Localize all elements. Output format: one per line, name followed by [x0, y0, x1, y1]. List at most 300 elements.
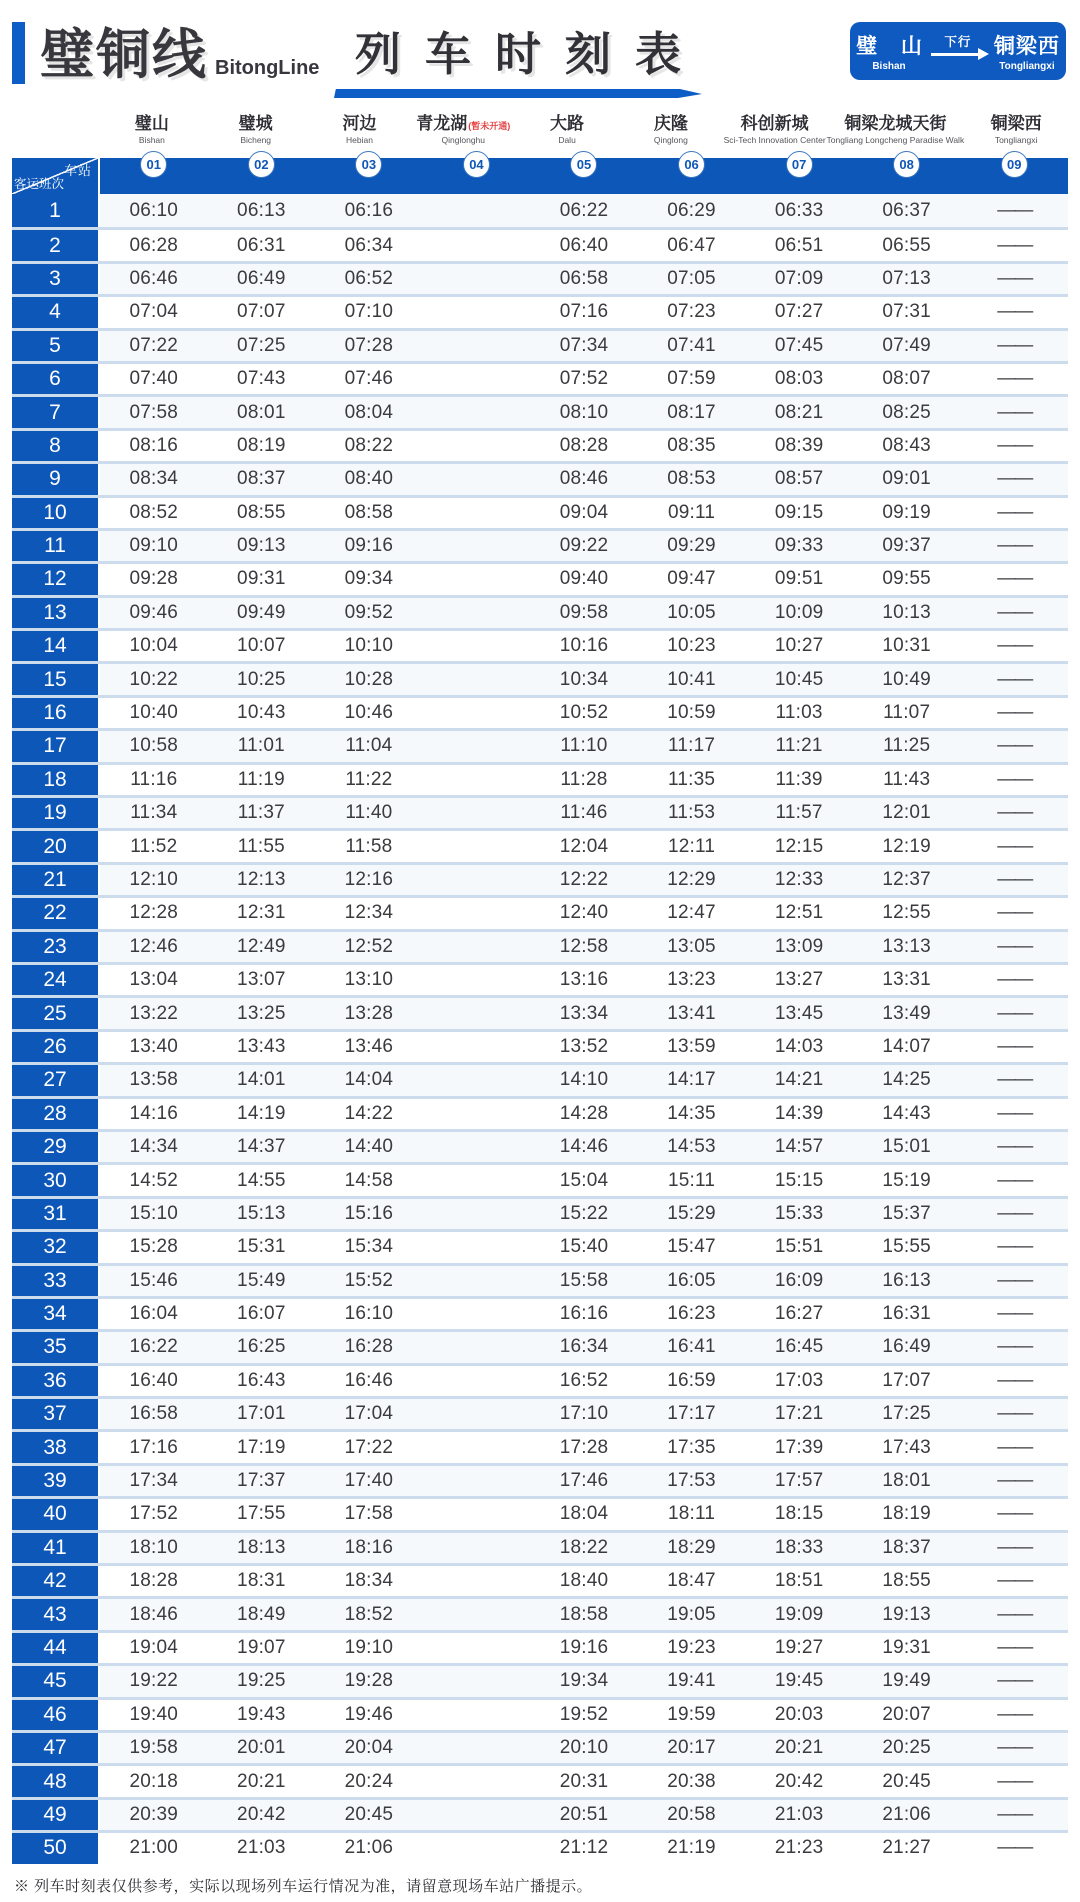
time-cell: 15:11 — [667, 1169, 716, 1191]
station-name: 庆隆 — [653, 114, 688, 133]
train-number: 9 — [12, 464, 100, 494]
no-service-cell: —— — [997, 1503, 1032, 1525]
time-cell: 20:42 — [774, 1770, 824, 1792]
station-name-en: Bicheng — [240, 135, 272, 145]
line-logo — [12, 22, 319, 84]
time-cell: 09:11 — [667, 501, 716, 523]
time-cell: 10:04 — [129, 635, 179, 657]
timetable-row — [12, 1496, 1068, 1529]
time-cell: 12:46 — [129, 935, 179, 957]
time-cell: 11:04 — [345, 735, 393, 757]
station-name-en: Qinglonghu — [441, 135, 485, 145]
time-cell: 19:59 — [667, 1703, 716, 1725]
time-cell: 21:06 — [344, 1837, 394, 1859]
time-cell: 17:40 — [344, 1470, 394, 1492]
train-number: 48 — [12, 1766, 100, 1796]
time-cell: 19:52 — [559, 1703, 609, 1725]
time-cell: 17:10 — [559, 1403, 609, 1425]
station-header — [100, 109, 204, 158]
timetable-row — [12, 1196, 1068, 1229]
time-cell — [423, 264, 531, 294]
train-number: 25 — [12, 998, 100, 1028]
time-cell — [423, 698, 531, 728]
time-cell: 12:47 — [667, 902, 716, 924]
time-cell: 17:46 — [559, 1470, 609, 1492]
no-service-cell: —— — [997, 535, 1032, 557]
timetable-row — [12, 1830, 1068, 1863]
time-cell — [423, 1099, 531, 1129]
time-cell: 08:58 — [344, 501, 394, 523]
timetable-row — [12, 828, 1068, 861]
no-service-cell: —— — [997, 434, 1032, 456]
time-cell — [423, 1499, 531, 1529]
station-name-en: Hebian — [346, 135, 373, 145]
no-service-cell: —— — [997, 1169, 1032, 1191]
time-cell: 14:16 — [129, 1102, 179, 1124]
time-cell: 12:31 — [237, 902, 286, 924]
time-cell: 06:40 — [559, 234, 609, 256]
time-cell: 17:52 — [129, 1503, 179, 1525]
time-cell: 11:21 — [775, 735, 823, 757]
time-cell: 14:46 — [559, 1136, 609, 1158]
timetable-row — [12, 394, 1068, 427]
time-cell: 11:39 — [775, 768, 823, 790]
time-cell: 13:09 — [774, 935, 824, 957]
time-cell: 14:35 — [667, 1102, 716, 1124]
train-number: 50 — [12, 1833, 100, 1863]
no-service-cell: —— — [997, 1570, 1032, 1592]
time-cell: 17:28 — [559, 1436, 609, 1458]
no-service-cell: —— — [997, 735, 1032, 757]
train-number: 44 — [12, 1633, 100, 1663]
time-cell: 13:13 — [882, 935, 931, 957]
time-cell: 16:05 — [667, 1269, 716, 1291]
time-cell: 09:40 — [559, 568, 609, 590]
time-cell: 10:10 — [344, 635, 394, 657]
time-cell: 18:40 — [559, 1570, 609, 1592]
time-cell: 15:46 — [129, 1269, 179, 1291]
time-cell — [423, 1700, 531, 1730]
no-service-cell: —— — [997, 635, 1032, 657]
time-cell: 14:43 — [882, 1102, 931, 1124]
time-cell: 10:09 — [774, 601, 824, 623]
time-cell: 07:05 — [667, 267, 716, 289]
time-cell — [423, 331, 531, 361]
time-cell: 08:04 — [344, 401, 394, 423]
time-cell: 17:19 — [237, 1436, 286, 1458]
time-cell — [423, 631, 531, 661]
time-cell — [423, 798, 531, 828]
time-cell: 08:46 — [559, 468, 609, 490]
time-cell: 17:16 — [129, 1436, 179, 1458]
timetable-row — [12, 1463, 1068, 1496]
no-service-cell: —— — [997, 301, 1032, 323]
timetable-row — [12, 1129, 1068, 1162]
time-cell: 14:17 — [667, 1069, 716, 1091]
time-cell: 18:55 — [882, 1570, 931, 1592]
time-cell: 14:22 — [344, 1102, 394, 1124]
train-number: 42 — [12, 1566, 100, 1596]
time-cell: 17:01 — [237, 1403, 286, 1425]
time-cell: 07:59 — [667, 368, 716, 390]
time-cell: 12:11 — [667, 835, 716, 857]
time-cell — [423, 1599, 531, 1629]
time-cell: 10:52 — [559, 702, 609, 724]
time-cell: 06:29 — [667, 199, 716, 221]
station-header — [723, 109, 827, 158]
time-cell: 17:22 — [344, 1436, 394, 1458]
time-cell: 16:13 — [882, 1269, 931, 1291]
time-cell: 18:51 — [774, 1570, 824, 1592]
time-cell: 20:17 — [667, 1737, 716, 1759]
no-service-cell: —— — [997, 1670, 1032, 1692]
station-number-badge: 08 — [893, 151, 920, 178]
time-cell: 18:01 — [882, 1470, 931, 1492]
time-cell: 12:34 — [344, 902, 394, 924]
timetable-row — [12, 1563, 1068, 1596]
time-cell: 12:16 — [344, 869, 394, 890]
train-number: 5 — [12, 331, 100, 361]
time-cell: 15:51 — [774, 1236, 824, 1258]
time-cell: 16:09 — [774, 1269, 824, 1291]
time-cell — [423, 965, 531, 995]
train-number: 15 — [12, 664, 100, 694]
time-cell: 10:07 — [237, 635, 286, 657]
direction-from — [856, 30, 931, 72]
train-number: 2 — [12, 230, 100, 260]
station-name-en: Tongliangxi — [994, 135, 1038, 145]
time-cell: 08:03 — [774, 368, 824, 390]
timetable-row — [12, 595, 1068, 628]
time-cell: 11:40 — [345, 802, 393, 824]
time-cell: 10:58 — [129, 735, 179, 757]
time-cell: 11:52 — [130, 835, 178, 857]
time-cell: 16:07 — [237, 1303, 286, 1325]
station-number-badge: 01 — [140, 151, 167, 178]
direction-to — [994, 30, 1060, 72]
time-cell: 08:52 — [129, 501, 179, 523]
timetable-row — [12, 762, 1068, 795]
time-cell: 19:46 — [344, 1703, 394, 1725]
station-name: 河边 — [342, 114, 377, 133]
time-cell: 12:33 — [774, 869, 824, 890]
direction-to-en: Tongliangxi — [999, 61, 1055, 72]
time-cell: 10:31 — [882, 635, 931, 657]
page-title: 列车时刻表 — [355, 28, 705, 80]
time-cell: 15:31 — [237, 1236, 286, 1258]
time-cell: 10:40 — [129, 702, 179, 724]
time-cell: 13:04 — [129, 969, 179, 991]
time-cell: 09:47 — [667, 568, 716, 590]
time-cell: 10:28 — [344, 668, 394, 690]
time-cell: 17:17 — [667, 1403, 716, 1425]
time-cell: 08:01 — [237, 401, 286, 423]
time-cell — [423, 431, 531, 461]
time-cell: 19:40 — [129, 1703, 179, 1725]
train-number: 6 — [12, 364, 100, 394]
time-cell: 13:59 — [667, 1035, 716, 1057]
time-cell: 19:43 — [237, 1703, 286, 1725]
time-cell: 10:43 — [237, 702, 286, 724]
station-name-en: Tongliang Longcheng Paradise Walk — [826, 135, 965, 145]
station-not-open-note: (暂未开通) — [468, 121, 511, 131]
train-number: 35 — [12, 1332, 100, 1362]
no-service-cell: —— — [997, 468, 1032, 490]
time-cell — [423, 1366, 531, 1396]
time-cell: 20:45 — [344, 1803, 394, 1825]
timetable-row — [12, 1530, 1068, 1563]
time-cell: 10:13 — [882, 601, 931, 623]
time-cell: 18:58 — [559, 1603, 609, 1625]
time-cell: 20:04 — [344, 1737, 394, 1759]
time-cell: 08:40 — [344, 468, 394, 490]
time-cell: 20:51 — [559, 1803, 609, 1825]
time-cell: 12:49 — [237, 935, 286, 957]
train-number: 32 — [12, 1232, 100, 1262]
time-cell: 15:16 — [344, 1202, 394, 1224]
time-cell: 07:07 — [237, 301, 286, 323]
train-number: 27 — [12, 1065, 100, 1095]
time-cell: 17:57 — [774, 1470, 824, 1492]
train-number: 18 — [12, 765, 100, 795]
time-cell: 21:23 — [774, 1837, 824, 1859]
no-service-cell: —— — [997, 768, 1032, 790]
time-cell: 10:34 — [559, 668, 609, 690]
time-cell — [423, 1833, 531, 1863]
station-name: 科创新城 — [740, 114, 809, 133]
time-cell: 09:51 — [774, 568, 824, 590]
time-cell: 12:10 — [129, 869, 179, 890]
train-number: 13 — [12, 598, 100, 628]
no-service-cell: —— — [997, 935, 1032, 957]
time-cell: 13:16 — [559, 969, 609, 991]
train-number: 16 — [12, 698, 100, 728]
time-cell: 06:22 — [559, 199, 609, 221]
time-cell: 14:25 — [882, 1069, 931, 1091]
train-number: 46 — [12, 1700, 100, 1730]
time-cell: 08:35 — [667, 434, 716, 456]
time-cell: 13:05 — [667, 935, 716, 957]
train-number: 19 — [12, 798, 100, 828]
time-cell: 19:27 — [774, 1636, 824, 1658]
station-number-badge: 07 — [786, 151, 813, 178]
time-cell: 07:45 — [774, 334, 824, 356]
timetable-row — [12, 728, 1068, 761]
corner-service-label: 客运班次 — [14, 177, 65, 191]
time-cell: 17:55 — [237, 1503, 286, 1525]
train-number: 11 — [12, 531, 100, 561]
no-service-cell: —— — [997, 199, 1032, 221]
no-service-cell: —— — [997, 1069, 1032, 1091]
time-cell: 16:41 — [667, 1336, 716, 1358]
timetable-row — [12, 1429, 1068, 1462]
time-cell: 16:43 — [237, 1369, 286, 1391]
time-cell: 11:10 — [560, 735, 608, 757]
no-service-cell: —— — [997, 668, 1032, 690]
time-cell: 06:46 — [129, 267, 179, 289]
time-cell: 09:46 — [129, 601, 179, 623]
time-cell: 07:28 — [344, 334, 394, 356]
time-cell: 16:04 — [129, 1303, 179, 1325]
time-cell: 09:01 — [882, 468, 931, 490]
time-cell: 09:13 — [237, 535, 286, 557]
time-cell: 20:21 — [774, 1737, 824, 1759]
no-service-cell: —— — [997, 1202, 1032, 1224]
no-service-cell: —— — [997, 902, 1032, 924]
time-cell: 13:31 — [882, 969, 931, 991]
station-name: 璧山 — [134, 114, 169, 133]
time-cell: 07:58 — [129, 401, 179, 423]
corner-station-label: 车站 — [63, 163, 92, 178]
no-service-cell: —— — [997, 1837, 1032, 1859]
time-cell: 15:29 — [667, 1202, 716, 1224]
timetable-rows — [12, 194, 1068, 1864]
time-cell: 14:58 — [344, 1169, 394, 1191]
station-number-cell — [960, 158, 1068, 194]
time-cell: 20:24 — [344, 1770, 394, 1792]
timetable-row — [12, 661, 1068, 694]
time-cell: 11:57 — [775, 802, 823, 824]
timetable-row — [12, 1062, 1068, 1095]
time-cell: 11:43 — [883, 768, 931, 790]
time-cell: 16:28 — [344, 1336, 394, 1358]
time-cell: 14:28 — [559, 1102, 609, 1124]
direction-from-name: 璧 山 — [856, 35, 931, 58]
time-cell: 12:01 — [882, 802, 931, 824]
train-number: 7 — [12, 397, 100, 427]
time-cell: 16:23 — [667, 1303, 716, 1325]
timetable-row — [12, 1296, 1068, 1329]
station-header — [827, 109, 965, 158]
time-cell — [423, 1199, 531, 1229]
no-service-cell: —— — [997, 1002, 1032, 1024]
timetable-row — [12, 428, 1068, 461]
timetable-row — [12, 461, 1068, 494]
no-service-cell: —— — [997, 1336, 1032, 1358]
train-number: 41 — [12, 1533, 100, 1563]
station-header — [308, 109, 412, 158]
time-cell: 09:49 — [237, 601, 286, 623]
page-header — [0, 0, 1080, 94]
timetable-row — [12, 1730, 1068, 1763]
time-cell: 10:46 — [344, 702, 394, 724]
time-cell: 14:53 — [667, 1136, 716, 1158]
time-cell — [423, 664, 531, 694]
time-cell: 19:07 — [237, 1636, 286, 1658]
time-cell — [423, 1032, 531, 1062]
timetable-row — [12, 962, 1068, 995]
time-cell — [423, 1432, 531, 1462]
time-cell: 10:59 — [667, 702, 716, 724]
time-cell: 15:33 — [774, 1202, 824, 1224]
no-service-cell: —— — [997, 501, 1032, 523]
logo-bar — [12, 22, 25, 84]
time-cell: 17:58 — [344, 1503, 394, 1525]
station-number-cell — [315, 158, 423, 194]
time-cell: 09:19 — [882, 501, 931, 523]
time-cell: 07:27 — [774, 301, 824, 323]
timetable-row — [12, 1263, 1068, 1296]
time-cell: 10:25 — [237, 668, 286, 690]
time-cell: 13:43 — [237, 1035, 286, 1057]
time-cell: 08:43 — [882, 434, 931, 456]
station-number-cell — [208, 158, 316, 194]
station-name-en: Qinglong — [653, 135, 688, 145]
timetable-row — [12, 1396, 1068, 1429]
time-cell: 06:49 — [237, 267, 286, 289]
time-cell: 11:19 — [237, 768, 285, 790]
time-cell: 13:28 — [344, 1002, 394, 1024]
time-cell: 12:28 — [129, 902, 179, 924]
timetable-row — [12, 995, 1068, 1028]
no-service-cell: —— — [997, 334, 1032, 356]
station-name: 璧城 — [238, 114, 273, 133]
time-cell: 07:25 — [237, 334, 286, 356]
timetable-row — [12, 628, 1068, 661]
time-cell: 12:37 — [882, 869, 931, 890]
no-service-cell: —— — [997, 1636, 1032, 1658]
no-service-cell: —— — [997, 601, 1032, 623]
time-cell: 11:35 — [667, 768, 716, 790]
no-service-cell: —— — [997, 969, 1032, 991]
time-cell: 14:10 — [559, 1069, 609, 1091]
time-cell — [423, 364, 531, 394]
timetable-row — [12, 695, 1068, 728]
time-cell: 12:58 — [559, 935, 609, 957]
time-cell: 17:34 — [129, 1470, 179, 1492]
timetable-row — [12, 1630, 1068, 1663]
time-cell: 08:10 — [559, 401, 609, 423]
time-cell: 19:49 — [882, 1670, 931, 1692]
time-cell: 19:04 — [129, 1636, 179, 1658]
time-cell: 21:19 — [667, 1837, 716, 1859]
time-cell — [423, 865, 531, 895]
station-number-band — [12, 158, 1068, 194]
station-header — [411, 109, 515, 158]
timetable-row — [12, 227, 1068, 260]
no-service-cell: —— — [997, 835, 1032, 857]
station-number-cell — [745, 158, 853, 194]
time-cell: 17:43 — [882, 1436, 931, 1458]
time-cell — [423, 831, 531, 861]
time-cell: 15:52 — [344, 1269, 394, 1291]
station-number-badge: 02 — [248, 151, 275, 178]
station-name-en: Sci-Tech Innovation Center — [723, 135, 826, 145]
timetable-row — [12, 1162, 1068, 1195]
train-number: 4 — [12, 297, 100, 327]
time-cell: 13:34 — [559, 1002, 609, 1024]
time-cell: 18:49 — [237, 1603, 286, 1625]
timetable-row — [12, 1229, 1068, 1262]
time-cell: 15:47 — [667, 1236, 716, 1258]
time-cell: 07:13 — [882, 267, 931, 289]
station-number-badge: 03 — [355, 151, 382, 178]
time-cell — [423, 1165, 531, 1195]
time-cell: 15:10 — [129, 1202, 179, 1224]
timetable-row — [12, 528, 1068, 561]
train-number: 40 — [12, 1499, 100, 1529]
train-number: 45 — [12, 1666, 100, 1696]
no-service-cell: —— — [997, 1369, 1032, 1391]
station-header — [515, 109, 619, 158]
train-number: 10 — [12, 498, 100, 528]
timetable-row — [12, 294, 1068, 327]
time-cell: 19:31 — [882, 1636, 931, 1658]
time-cell: 19:22 — [129, 1670, 179, 1692]
time-cell: 06:10 — [129, 199, 179, 221]
time-cell: 09:29 — [667, 535, 716, 557]
time-cell: 17:37 — [237, 1470, 286, 1492]
